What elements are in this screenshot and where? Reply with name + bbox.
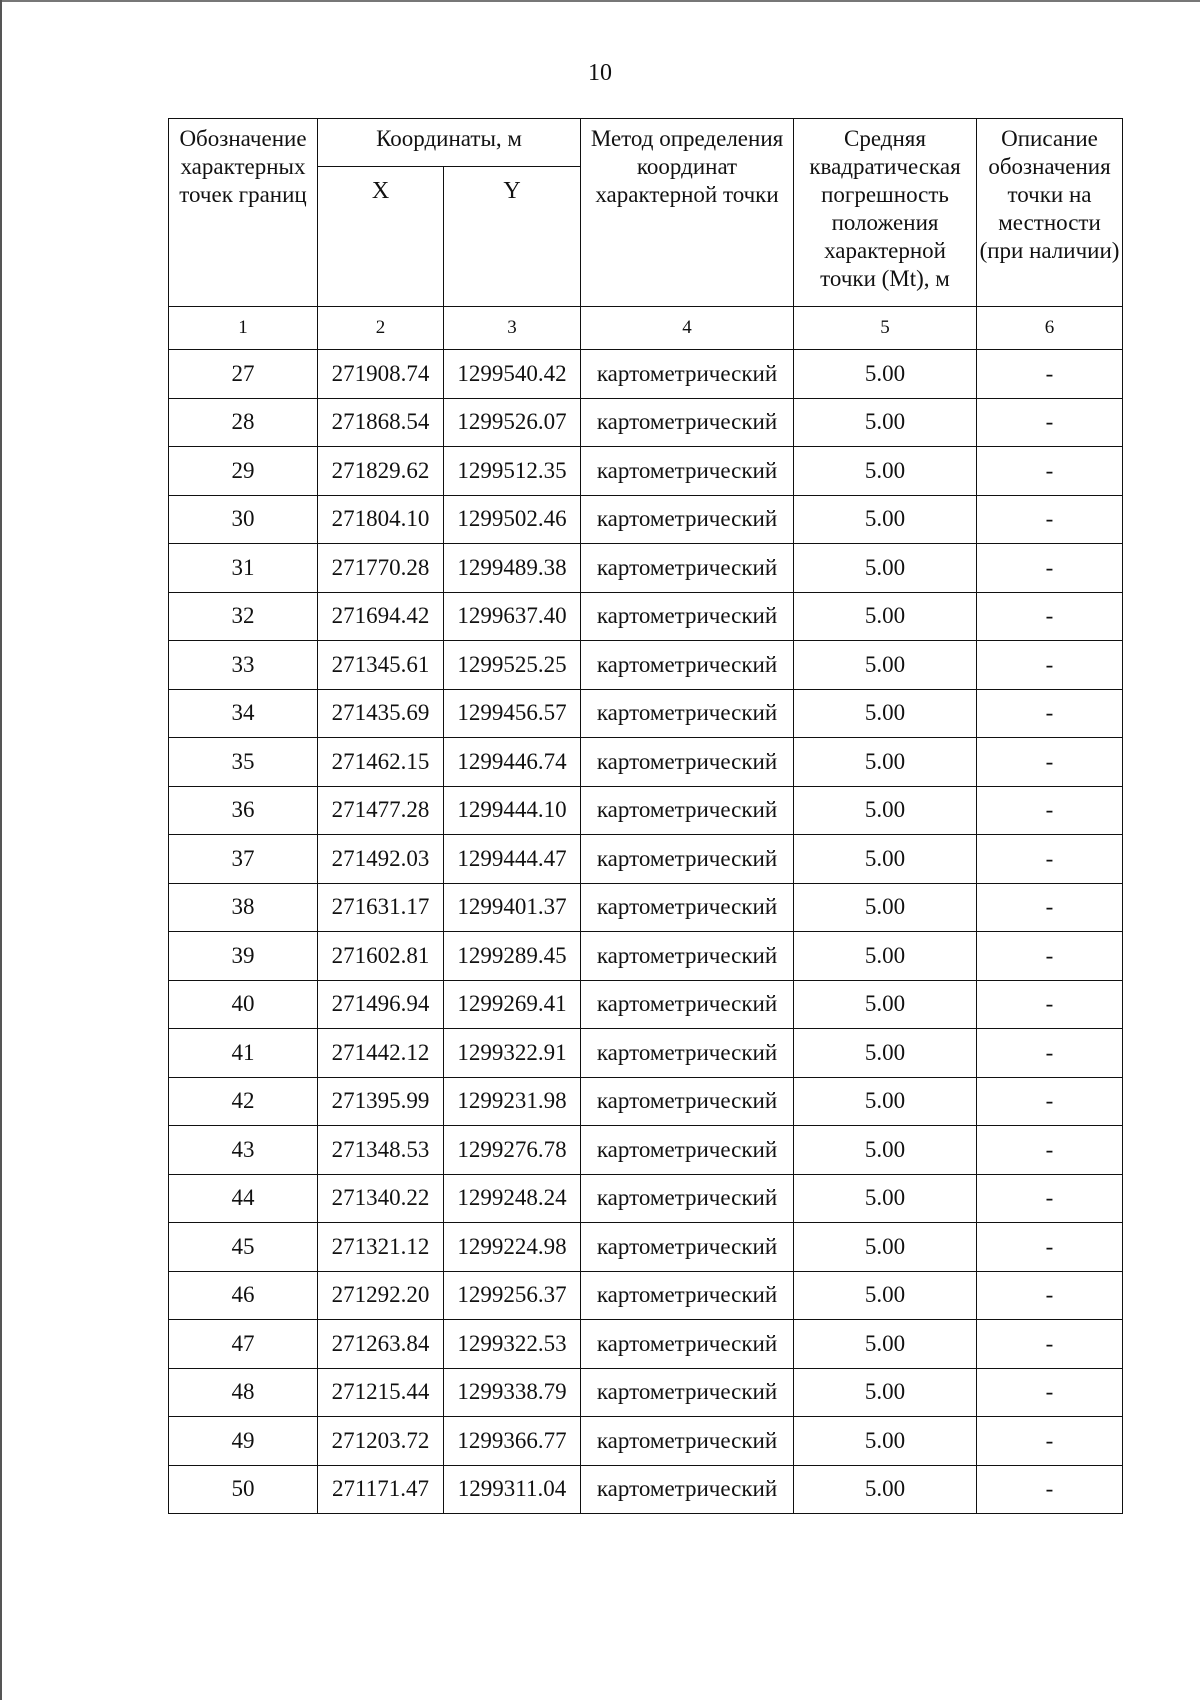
table-row — [169, 738, 1123, 787]
table-row — [169, 1271, 1123, 1320]
method-cell: картометрический — [581, 592, 794, 641]
y-coordinate-cell: 1299456.57 — [444, 689, 581, 738]
method-cell: картометрический — [581, 1465, 794, 1514]
point-number-cell: 43 — [169, 1126, 318, 1175]
description-cell: - — [977, 1368, 1123, 1417]
table-row — [169, 980, 1123, 1029]
table-row — [169, 1174, 1123, 1223]
table-row — [169, 1029, 1123, 1078]
header-error: Средняя квадратическая погрешность положения характерной точки (Mt), м — [794, 119, 977, 307]
x-coordinate-cell: 271770.28 — [318, 544, 444, 593]
description-cell: - — [977, 738, 1123, 787]
method-cell: картометрический — [581, 398, 794, 447]
table-header — [169, 119, 1123, 350]
y-coordinate-cell: 1299446.74 — [444, 738, 581, 787]
y-coordinate-cell: 1299322.91 — [444, 1029, 581, 1078]
y-coordinate-cell: 1299366.77 — [444, 1417, 581, 1466]
header-method: Метод определения координат характерной точки — [581, 119, 794, 307]
method-cell: картометрический — [581, 835, 794, 884]
table-row — [169, 1320, 1123, 1369]
y-coordinate-cell: 1299401.37 — [444, 883, 581, 932]
error-cell: 5.00 — [794, 350, 977, 399]
method-cell: картометрический — [581, 1077, 794, 1126]
description-cell: - — [977, 786, 1123, 835]
x-coordinate-cell: 271215.44 — [318, 1368, 444, 1417]
x-coordinate-cell: 271203.72 — [318, 1417, 444, 1466]
point-number-cell: 40 — [169, 980, 318, 1029]
point-number-cell: 35 — [169, 738, 318, 787]
error-cell: 5.00 — [794, 1029, 977, 1078]
y-coordinate-cell: 1299322.53 — [444, 1320, 581, 1369]
point-number-cell: 46 — [169, 1271, 318, 1320]
point-number-cell: 27 — [169, 350, 318, 399]
point-number-cell: 29 — [169, 447, 318, 496]
table-row — [169, 592, 1123, 641]
y-coordinate-cell: 1299526.07 — [444, 398, 581, 447]
method-cell: картометрический — [581, 883, 794, 932]
error-cell: 5.00 — [794, 1271, 977, 1320]
y-coordinate-cell: 1299311.04 — [444, 1465, 581, 1514]
point-number-cell: 28 — [169, 398, 318, 447]
description-cell: - — [977, 641, 1123, 690]
column-number-row — [169, 307, 1123, 350]
y-coordinate-cell: 1299444.10 — [444, 786, 581, 835]
page-number: 10 — [588, 60, 612, 86]
method-cell: картометрический — [581, 738, 794, 787]
description-cell: - — [977, 544, 1123, 593]
description-cell: - — [977, 1320, 1123, 1369]
error-cell: 5.00 — [794, 1417, 977, 1466]
method-cell: картометрический — [581, 1029, 794, 1078]
error-cell: 5.00 — [794, 786, 977, 835]
x-coordinate-cell: 271345.61 — [318, 641, 444, 690]
error-cell: 5.00 — [794, 1368, 977, 1417]
header-x: X — [318, 167, 444, 307]
error-cell: 5.00 — [794, 1174, 977, 1223]
x-coordinate-cell: 271462.15 — [318, 738, 444, 787]
x-coordinate-cell: 271340.22 — [318, 1174, 444, 1223]
column-number: 1 — [169, 307, 318, 350]
y-coordinate-cell: 1299289.45 — [444, 932, 581, 981]
error-cell: 5.00 — [794, 980, 977, 1029]
scan-left-edge — [0, 0, 2, 1700]
y-coordinate-cell: 1299276.78 — [444, 1126, 581, 1175]
description-cell: - — [977, 980, 1123, 1029]
x-coordinate-cell: 271263.84 — [318, 1320, 444, 1369]
y-coordinate-cell: 1299637.40 — [444, 592, 581, 641]
table-row — [169, 447, 1123, 496]
description-cell: - — [977, 1126, 1123, 1175]
table-row — [169, 786, 1123, 835]
error-cell: 5.00 — [794, 1320, 977, 1369]
error-cell: 5.00 — [794, 641, 977, 690]
x-coordinate-cell: 271908.74 — [318, 350, 444, 399]
x-coordinate-cell: 271477.28 — [318, 786, 444, 835]
point-number-cell: 49 — [169, 1417, 318, 1466]
description-cell: - — [977, 592, 1123, 641]
point-number-cell: 42 — [169, 1077, 318, 1126]
y-coordinate-cell: 1299338.79 — [444, 1368, 581, 1417]
x-coordinate-cell: 271442.12 — [318, 1029, 444, 1078]
point-number-cell: 37 — [169, 835, 318, 884]
method-cell: картометрический — [581, 932, 794, 981]
description-cell: - — [977, 1174, 1123, 1223]
y-coordinate-cell: 1299540.42 — [444, 350, 581, 399]
table-row — [169, 689, 1123, 738]
method-cell: картометрический — [581, 980, 794, 1029]
method-cell: картометрический — [581, 641, 794, 690]
error-cell: 5.00 — [794, 1126, 977, 1175]
header-point-designation: Обозначение характерных точек границ — [169, 119, 318, 307]
description-cell: - — [977, 1417, 1123, 1466]
error-cell: 5.00 — [794, 592, 977, 641]
table-row — [169, 932, 1123, 981]
x-coordinate-cell: 271631.17 — [318, 883, 444, 932]
method-cell: картометрический — [581, 1271, 794, 1320]
y-coordinate-cell: 1299269.41 — [444, 980, 581, 1029]
point-number-cell: 45 — [169, 1223, 318, 1272]
y-coordinate-cell: 1299525.25 — [444, 641, 581, 690]
error-cell: 5.00 — [794, 738, 977, 787]
table-row — [169, 883, 1123, 932]
description-cell: - — [977, 1271, 1123, 1320]
y-coordinate-cell: 1299256.37 — [444, 1271, 581, 1320]
x-coordinate-cell: 271321.12 — [318, 1223, 444, 1272]
table-row — [169, 495, 1123, 544]
error-cell: 5.00 — [794, 689, 977, 738]
table-body — [169, 350, 1123, 1514]
table-row — [169, 1368, 1123, 1417]
y-coordinate-cell: 1299512.35 — [444, 447, 581, 496]
scan-top-edge — [0, 0, 1200, 2]
x-coordinate-cell: 271602.81 — [318, 932, 444, 981]
table-row — [169, 1417, 1123, 1466]
description-cell: - — [977, 495, 1123, 544]
column-number: 5 — [794, 307, 977, 350]
description-cell: - — [977, 1029, 1123, 1078]
column-number: 2 — [318, 307, 444, 350]
table-row — [169, 641, 1123, 690]
x-coordinate-cell: 271829.62 — [318, 447, 444, 496]
method-cell: картометрический — [581, 786, 794, 835]
x-coordinate-cell: 271492.03 — [318, 835, 444, 884]
x-coordinate-cell: 271804.10 — [318, 495, 444, 544]
error-cell: 5.00 — [794, 1465, 977, 1514]
y-coordinate-cell: 1299224.98 — [444, 1223, 581, 1272]
error-cell: 5.00 — [794, 398, 977, 447]
description-cell: - — [977, 883, 1123, 932]
error-cell: 5.00 — [794, 495, 977, 544]
description-cell: - — [977, 835, 1123, 884]
method-cell: картометрический — [581, 689, 794, 738]
method-cell: картометрический — [581, 1368, 794, 1417]
method-cell: картометрический — [581, 1126, 794, 1175]
x-coordinate-cell: 271171.47 — [318, 1465, 444, 1514]
point-number-cell: 50 — [169, 1465, 318, 1514]
point-number-cell: 48 — [169, 1368, 318, 1417]
x-coordinate-cell: 271395.99 — [318, 1077, 444, 1126]
description-cell: - — [977, 689, 1123, 738]
error-cell: 5.00 — [794, 1223, 977, 1272]
table-row — [169, 835, 1123, 884]
error-cell: 5.00 — [794, 883, 977, 932]
column-number: 3 — [444, 307, 581, 350]
point-number-cell: 36 — [169, 786, 318, 835]
point-number-cell: 47 — [169, 1320, 318, 1369]
x-coordinate-cell: 271348.53 — [318, 1126, 444, 1175]
description-cell: - — [977, 1077, 1123, 1126]
table-row — [169, 1126, 1123, 1175]
error-cell: 5.00 — [794, 544, 977, 593]
method-cell: картометрический — [581, 1320, 794, 1369]
method-cell: картометрический — [581, 447, 794, 496]
error-cell: 5.00 — [794, 932, 977, 981]
point-number-cell: 34 — [169, 689, 318, 738]
table-row — [169, 1223, 1123, 1272]
error-cell: 5.00 — [794, 447, 977, 496]
table-row — [169, 544, 1123, 593]
y-coordinate-cell: 1299502.46 — [444, 495, 581, 544]
method-cell: картометрический — [581, 350, 794, 399]
table-row — [169, 1465, 1123, 1514]
y-coordinate-cell: 1299248.24 — [444, 1174, 581, 1223]
point-number-cell: 30 — [169, 495, 318, 544]
method-cell: картометрический — [581, 1223, 794, 1272]
method-cell: картометрический — [581, 495, 794, 544]
description-cell: - — [977, 398, 1123, 447]
error-cell: 5.00 — [794, 835, 977, 884]
x-coordinate-cell: 271496.94 — [318, 980, 444, 1029]
error-cell: 5.00 — [794, 1077, 977, 1126]
header-y: Y — [444, 167, 581, 307]
column-number: 6 — [977, 307, 1123, 350]
column-number: 4 — [581, 307, 794, 350]
header-coordinates: Координаты, м — [318, 119, 581, 167]
point-number-cell: 41 — [169, 1029, 318, 1078]
header-description: Описание обозначения точки на местности (при наличии) — [977, 119, 1123, 307]
description-cell: - — [977, 1465, 1123, 1514]
point-number-cell: 38 — [169, 883, 318, 932]
method-cell: картометрический — [581, 1174, 794, 1223]
point-number-cell: 33 — [169, 641, 318, 690]
table-row — [169, 398, 1123, 447]
y-coordinate-cell: 1299444.47 — [444, 835, 581, 884]
point-number-cell: 39 — [169, 932, 318, 981]
x-coordinate-cell: 271694.42 — [318, 592, 444, 641]
x-coordinate-cell: 271435.69 — [318, 689, 444, 738]
description-cell: - — [977, 1223, 1123, 1272]
table-row — [169, 350, 1123, 399]
boundary-points-table — [168, 118, 1123, 1514]
x-coordinate-cell: 271292.20 — [318, 1271, 444, 1320]
point-number-cell: 44 — [169, 1174, 318, 1223]
y-coordinate-cell: 1299231.98 — [444, 1077, 581, 1126]
method-cell: картометрический — [581, 1417, 794, 1466]
description-cell: - — [977, 350, 1123, 399]
point-number-cell: 32 — [169, 592, 318, 641]
y-coordinate-cell: 1299489.38 — [444, 544, 581, 593]
description-cell: - — [977, 447, 1123, 496]
table-row — [169, 1077, 1123, 1126]
method-cell: картометрический — [581, 544, 794, 593]
description-cell: - — [977, 932, 1123, 981]
x-coordinate-cell: 271868.54 — [318, 398, 444, 447]
point-number-cell: 31 — [169, 544, 318, 593]
